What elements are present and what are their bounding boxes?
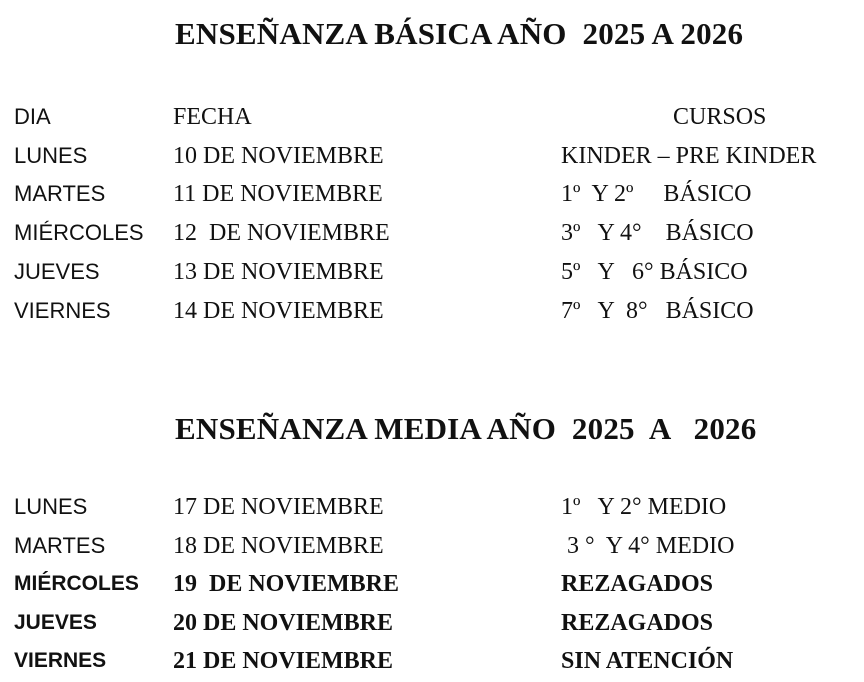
media-row-lunes [0,489,864,525]
row-curso: 1º Y 2º BÁSICO [561,181,752,207]
media-row-martes [0,528,864,564]
header-fecha: FECHA [173,104,252,130]
row-curso: 3 ° Y 4° MEDIO [561,533,735,559]
row-fecha: 10 DE NOVIEMBRE [173,143,384,169]
row-curso: 3º Y 4° BÁSICO [561,220,754,246]
row-fecha: 17 DE NOVIEMBRE [173,494,384,520]
row-fecha: 11 DE NOVIEMBRE [173,181,383,207]
row-fecha: 13 DE NOVIEMBRE [173,259,384,285]
media-title: ENSEÑANZA MEDIA AÑO 2025 A 2026 [175,411,757,446]
basica-row-miercoles [0,215,864,251]
row-curso: REZAGADOS [561,610,714,636]
row-fecha: 12 DE NOVIEMBRE [173,220,390,246]
row-dia: MARTES [14,181,106,206]
row-dia: VIERNES [14,649,107,672]
row-dia: VIERNES [14,298,111,323]
basica-title: ENSEÑANZA BÁSICA AÑO 2025 A 2026 [175,16,744,51]
row-fecha: 19 DE NOVIEMBRE [173,571,400,597]
row-curso: 7º Y 8° BÁSICO [561,298,754,324]
row-dia: JUEVES [14,611,97,634]
row-fecha: 14 DE NOVIEMBRE [173,298,384,324]
row-curso: REZAGADOS [561,571,714,597]
row-curso: 1º Y 2° MEDIO [561,494,727,520]
basica-row-jueves [0,254,864,290]
media-row-miercoles [0,566,864,602]
row-dia: LUNES [14,143,88,168]
header-dia: DIA [14,104,51,129]
row-dia: JUEVES [14,259,100,284]
row-fecha: 20 DE NOVIEMBRE [173,610,394,636]
row-dia: LUNES [14,494,88,519]
row-dia: MIÉRCOLES [14,220,144,245]
media-row-jueves [0,605,864,641]
basica-row-viernes [0,293,864,329]
basica-row-lunes [0,138,864,174]
basica-header-row [0,99,864,135]
header-cursos: CURSOS [673,104,767,130]
media-row-viernes [0,643,864,679]
row-fecha: 18 DE NOVIEMBRE [173,533,384,559]
row-curso: 5º Y 6° BÁSICO [561,259,748,285]
basica-row-martes [0,176,864,212]
row-fecha: 21 DE NOVIEMBRE [173,648,394,674]
row-dia: MIÉRCOLES [14,572,139,595]
row-curso: KINDER – PRE KINDER [561,143,817,169]
row-dia: MARTES [14,533,106,558]
row-curso: SIN ATENCIÓN [561,648,734,674]
